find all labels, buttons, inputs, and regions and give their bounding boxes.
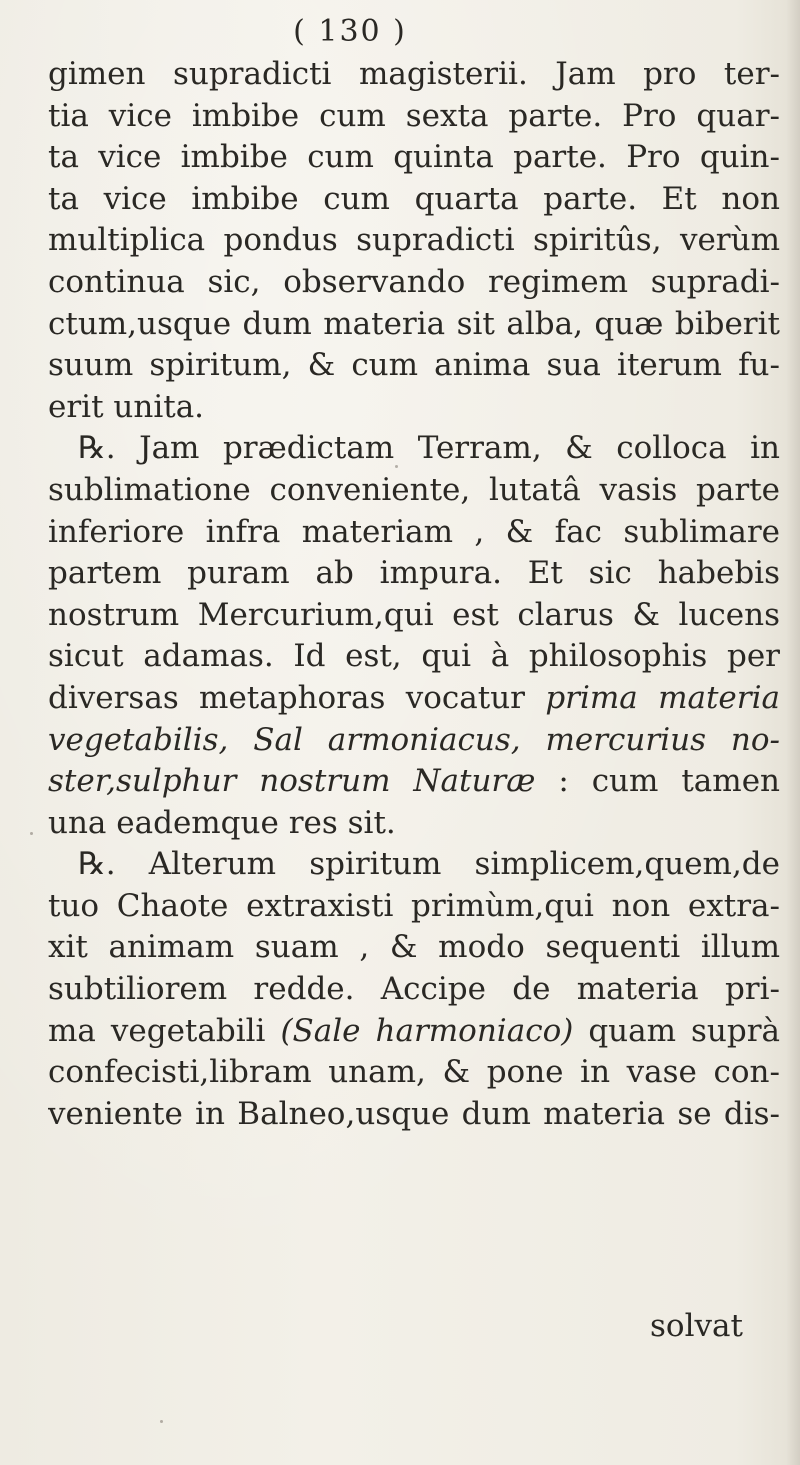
text-line bbox=[48, 262, 780, 304]
paper-speck bbox=[395, 465, 398, 468]
italic-phrase: (Sale harmoniaco) bbox=[280, 1012, 574, 1049]
text-line bbox=[48, 969, 780, 1011]
line-text: continua sic, observando regimem supradi- bbox=[48, 263, 780, 300]
line-text: ta vice imbibe cum quinta parte. Pro quin- bbox=[48, 139, 780, 176]
italic-phrase: ster,sulphur nostrum Naturæ bbox=[48, 763, 536, 800]
text-line bbox=[48, 595, 780, 637]
line-text: ctum,usque dum materia sit alba, quæ biberit bbox=[48, 305, 780, 342]
line-text: suum spiritum, & cum anima sua iterum fu- bbox=[48, 347, 780, 384]
line-text: xit animam suam , & modo sequenti illum bbox=[48, 929, 780, 966]
text-line bbox=[48, 1052, 780, 1094]
catchword: solvat bbox=[650, 1308, 743, 1344]
italic-phrase: prima materia bbox=[545, 679, 780, 716]
text-line bbox=[48, 345, 780, 387]
text-line bbox=[48, 512, 780, 554]
text-line bbox=[48, 54, 780, 96]
page-number: ( 130 ) bbox=[293, 14, 407, 49]
text-line bbox=[48, 96, 780, 138]
text-line bbox=[48, 553, 780, 595]
text-line bbox=[48, 428, 780, 470]
line-text: ℞. Alterum spiritum simplicem,quem,de bbox=[78, 846, 780, 883]
text-line bbox=[48, 137, 780, 179]
line-text: sicut adamas. Id est, qui à philosophis per bbox=[48, 638, 780, 675]
italic-phrase: vegetabilis, Sal armoniacus, mercurius no- bbox=[48, 721, 780, 758]
text-line bbox=[48, 636, 780, 678]
text-line bbox=[48, 844, 780, 886]
page-edge-shadow bbox=[786, 0, 800, 1465]
line-text: ℞. Jam prædictam Terram, & colloca in bbox=[78, 430, 780, 467]
text-line bbox=[48, 886, 780, 928]
line-text: ta vice imbibe cum quarta parte. Et non bbox=[48, 180, 780, 217]
line-text: erit unita. bbox=[48, 388, 205, 425]
text-line bbox=[48, 1011, 780, 1053]
line-text: gimen supradicti magisterii. Jam pro ter- bbox=[48, 56, 780, 92]
line-text: una eademque res sit. bbox=[48, 804, 396, 841]
text-line bbox=[48, 720, 780, 762]
text-line bbox=[48, 761, 780, 803]
body-text bbox=[48, 54, 788, 1135]
line-text: diversas metaphoras vocatur bbox=[48, 679, 525, 716]
paper-speck bbox=[612, 1025, 615, 1028]
line-text: tia vice imbibe cum sexta parte. Pro quar- bbox=[48, 97, 780, 134]
text-line bbox=[48, 220, 780, 262]
line-text: nostrum Mercurium,qui est clarus & lucens bbox=[48, 596, 780, 633]
paper-speck bbox=[30, 832, 33, 835]
line-text: subtiliorem redde. Accipe de materia pri- bbox=[48, 971, 780, 1008]
paper-speck bbox=[160, 1420, 163, 1423]
line-text: quam suprà bbox=[573, 1012, 780, 1049]
line-text: multiplica pondus supradicti spiritûs, verùm bbox=[48, 222, 780, 259]
text-line bbox=[48, 470, 780, 512]
line-text: confecisti,libram unam, & pone in vase con- bbox=[48, 1054, 780, 1091]
text-line bbox=[48, 927, 780, 969]
text-line bbox=[48, 304, 780, 346]
line-text: partem puram ab impura. Et sic habebis bbox=[48, 555, 780, 592]
line-text: tuo Chaote extraxisti primùm,qui non extra- bbox=[48, 887, 780, 924]
line-text: veniente in Balneo,usque dum materia se dis- bbox=[48, 1095, 780, 1132]
line-text: inferiore infra materiam , & fac sublimare bbox=[48, 513, 780, 550]
text-line bbox=[48, 1094, 780, 1136]
line-text: : cum tamen bbox=[535, 763, 780, 800]
line-text: ma vegetabili bbox=[48, 1012, 266, 1049]
line-text: sublimatione conveniente, lutatâ vasis parte bbox=[48, 471, 780, 508]
text-line bbox=[48, 803, 780, 845]
text-line bbox=[48, 678, 780, 720]
text-line bbox=[48, 179, 780, 221]
text-line bbox=[48, 387, 780, 429]
